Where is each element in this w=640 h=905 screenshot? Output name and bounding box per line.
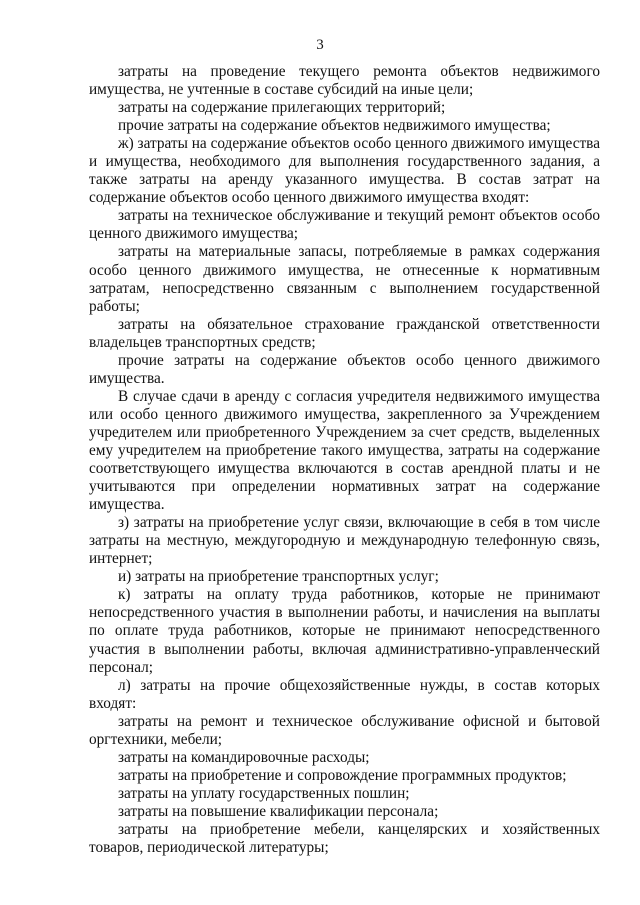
paragraph: прочие затраты на содержание объектов недвижимого имущества; [118, 117, 551, 135]
paragraph: затраты на материальные запасы, потребляемые в рамках содержания особо ценного движимого имущества, не отнесенные к нормативным затратам, непосредственно связанным с выполнением государственной работы; [89, 243, 600, 315]
paragraph: затраты на уплату государственных пошлин; [118, 784, 410, 802]
paragraph: з) затраты на приобретение услуг связи, включающие в себя в том числе затраты на местную, междугородную и международную телефонную связь, интернет; [89, 514, 600, 568]
paragraph: затраты на повышение квалификации персонала; [118, 802, 439, 820]
paragraph: и) затраты на приобретение транспортных услуг; [118, 568, 439, 586]
paragraph: затраты на командировочные расходы; [118, 748, 370, 766]
paragraph: В случае сдачи в аренду с согласия учредителя недвижимого имущества или особо ценного движимого имущества, закрепленного за Учреждением учредителем или приобретенного Учреждением за счет средств, выделенных ему учредителем на приобретение такого имущества, затраты на содержание соответствующего имущества включаются в состав арендной платы и не учитываются при определении нормативных затрат на содержание имущества. [89, 387, 600, 514]
paragraph: затраты на проведение текущего ремонта объектов недвижимого имущества, не учтенные в составе субсидий на иные цели; [89, 63, 600, 99]
paragraph: л) затраты на прочие общехозяйственные нужды, в состав которых входят: [89, 676, 600, 712]
paragraph: затраты на приобретение и сопровождение программных продуктов; [118, 766, 567, 784]
page-number: 3 [316, 37, 324, 53]
paragraph: затраты на ремонт и техническое обслуживание офисной и бытовой оргтехники, мебели; [89, 712, 600, 748]
paragraph: затраты на приобретение мебели, канцелярских и хозяйственных товаров, периодической литературы; [89, 820, 600, 857]
paragraph: ж) затраты на содержание объектов особо ценного движимого имущества и имущества, необходимого для выполнения государственного задания, а также затраты на аренду указанного имущества. В состав затрат на содержание объектов особо ценного движимого имущества входят: [89, 135, 600, 207]
paragraph: прочие затраты на содержание объектов особо ценного движимого имущества. [89, 351, 600, 387]
paragraph: затраты на техническое обслуживание и текущий ремонт объектов особо ценного движимого имущества; [89, 207, 600, 243]
paragraph: затраты на содержание прилегающих территорий; [118, 99, 446, 117]
paragraph: к) затраты на оплату труда работников, которые не принимают непосредственного участия в выполнении работы, и начисления на выплаты по оплате труда работников, которые не принимают непосредственного участия в выполнении работы, включая административно-управленческий персонал; [89, 586, 600, 676]
body-text [89, 63, 600, 857]
paragraph: затраты на обязательное страхование гражданской ответственности владельцев транспортных средств; [89, 315, 600, 351]
